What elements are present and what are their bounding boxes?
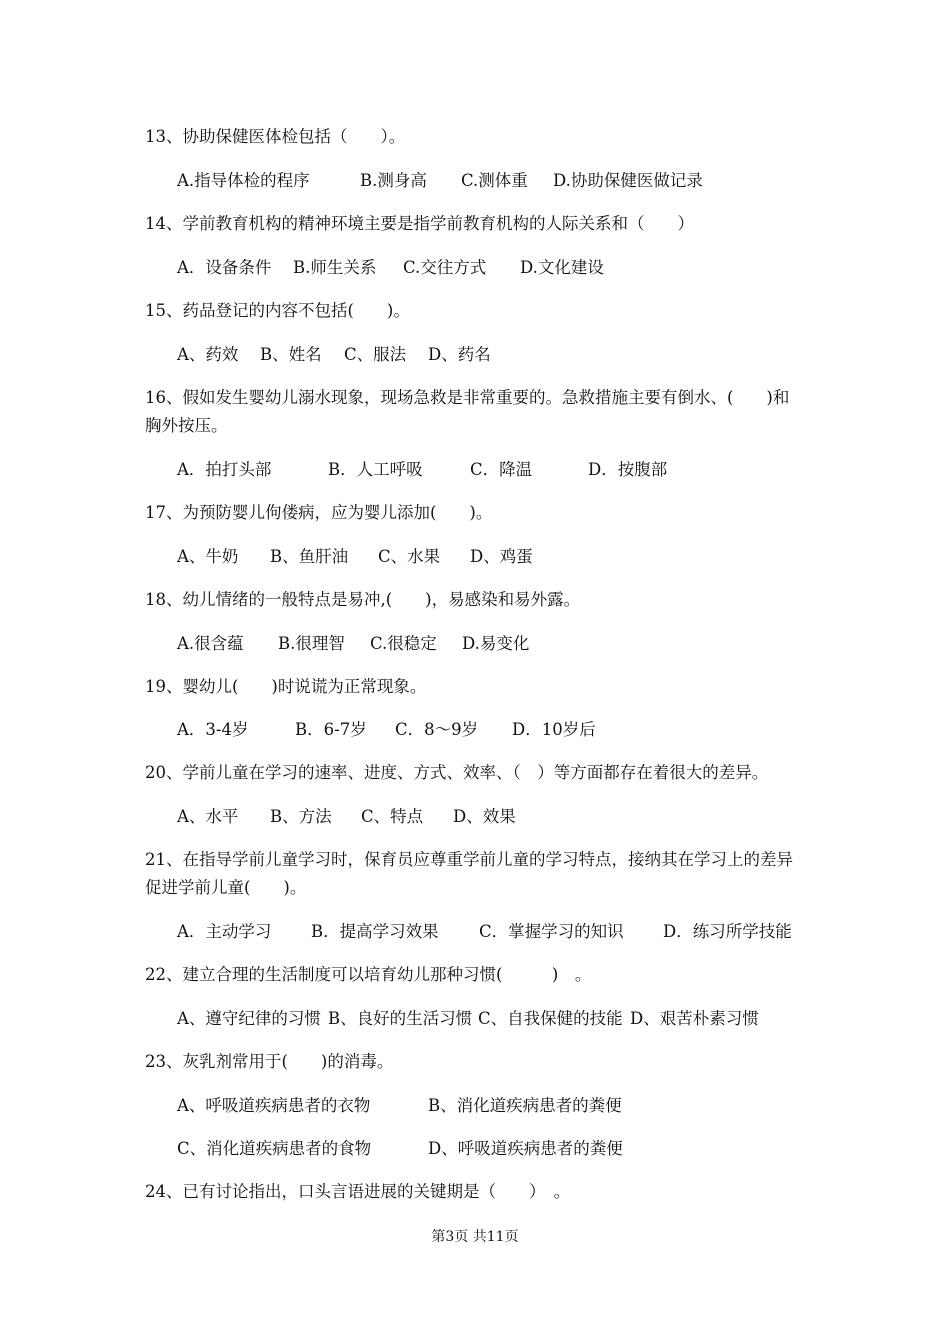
question-16-stem-line-1: 16、假如发生婴幼儿溺水现象，现场急救是非常重要的。急救措施主要有倒水、( )和 — [145, 388, 790, 407]
question-16-option-c: C．降温 — [470, 460, 533, 479]
question-19-option-d: D．10岁后 — [512, 720, 596, 739]
question-23-option-b: B、消化道疾病患者的粪便 — [428, 1096, 622, 1115]
question-17-stem: 17、为预防婴儿佝偻病，应为婴儿添加( )。 — [145, 503, 493, 522]
question-15-option-c: C、服法 — [344, 345, 407, 364]
question-20-option-c: C、特点 — [361, 807, 424, 826]
question-21-option-d: D．练习所学技能 — [663, 922, 792, 941]
question-14-option-d: D.文化建设 — [520, 258, 604, 277]
question-21-option-a: A．主动学习 — [177, 922, 272, 941]
question-14-stem: 14、学前教育机构的精神环境主要是指学前教育机构的人际关系和（ ） — [145, 214, 694, 233]
question-20-option-d: D、效果 — [453, 807, 516, 826]
question-23-option-a: A、呼吸道疾病患者的衣物 — [177, 1096, 371, 1115]
page-number-footer: 第3页 共11页 — [431, 1229, 519, 1245]
question-14-option-c: C.交往方式 — [403, 258, 487, 277]
question-21-stem-line-2: 促进学前儿童( )。 — [145, 878, 307, 897]
question-21-option-c: C．掌握学习的知识 — [479, 922, 624, 941]
question-22-option-c: C、自我保健的技能 — [478, 1009, 623, 1028]
question-15-option-d: D、药名 — [428, 345, 491, 364]
question-16-stem-line-2: 胸外按压。 — [145, 416, 228, 435]
question-16-option-d: D．按腹部 — [588, 460, 668, 479]
question-22-option-b: B、良好的生活习惯 — [328, 1009, 473, 1028]
question-13-option-a: A.指导体检的程序 — [177, 171, 310, 190]
question-22-option-a: A、遵守纪律的习惯 — [177, 1009, 321, 1028]
question-14-option-a: A．设备条件 — [177, 258, 272, 277]
question-21-stem-line-1: 21、在指导学前儿童学习时，保育员应尊重学前儿童的学习特点，接纳其在学习上的差异 — [145, 850, 793, 869]
question-19-option-b: B．6-7岁 — [295, 720, 367, 739]
question-18-stem: 18、幼儿情绪的一般特点是易冲,( )，易感染和易外露。 — [145, 590, 581, 609]
question-22-stem: 22、建立合理的生活制度可以培育幼儿那种习惯( ) 。 — [145, 965, 592, 984]
question-18-option-d: D.易变化 — [462, 634, 530, 653]
question-15-option-b: B、姓名 — [260, 345, 322, 364]
question-16-option-a: A．拍打头部 — [177, 460, 272, 479]
question-17-option-b: B、鱼肝油 — [270, 547, 349, 566]
question-23-stem: 23、灰乳剂常用于( )的消毒。 — [145, 1052, 394, 1071]
question-18-option-c: C.很稳定 — [370, 634, 437, 653]
question-20-option-b: B、方法 — [270, 807, 332, 826]
question-20-option-a: A、水平 — [177, 807, 239, 826]
question-19-option-c: C．8～9岁 — [395, 720, 479, 739]
question-23-option-d: D、呼吸道疾病患者的粪便 — [428, 1139, 623, 1158]
question-18-option-a: A.很含蕴 — [177, 634, 244, 653]
question-17-option-d: D、鸡蛋 — [470, 547, 533, 566]
question-13-option-b: B.测身高 — [360, 171, 427, 190]
question-13-option-d: D.协助保健医做记录 — [553, 171, 703, 190]
question-15-option-a: A、药效 — [177, 345, 239, 364]
question-17-option-a: A、牛奶 — [177, 547, 239, 566]
question-19-stem: 19、婴幼儿( )时说谎为正常现象。 — [145, 677, 427, 696]
question-18-option-b: B.很理智 — [278, 634, 345, 653]
question-23-option-c: C、消化道疾病患者的食物 — [177, 1139, 372, 1158]
question-16-option-b: B．人工呼吸 — [328, 460, 423, 479]
question-15-stem: 15、药品登记的内容不包括( )。 — [145, 301, 410, 320]
question-17-option-c: C、水果 — [378, 547, 441, 566]
question-21-option-b: B．提高学习效果 — [311, 922, 439, 941]
question-19-option-a: A．3-4岁 — [177, 720, 249, 739]
question-13-stem: 13、协助保健医体检包括（ ）。 — [145, 127, 406, 146]
question-13-option-c: C.测体重 — [461, 171, 528, 190]
question-22-option-d: D、艰苦朴素习惯 — [630, 1009, 759, 1028]
question-14-option-b: B.师生关系 — [293, 258, 377, 277]
question-24-stem: 24、已有讨论指出，口头言语进展的关键期是（ ） 。 — [145, 1182, 571, 1201]
question-20-stem: 20、学前儿童在学习的速率、进度、方式、效率、（ ）等方面都存在着很大的差异。 — [145, 763, 769, 782]
